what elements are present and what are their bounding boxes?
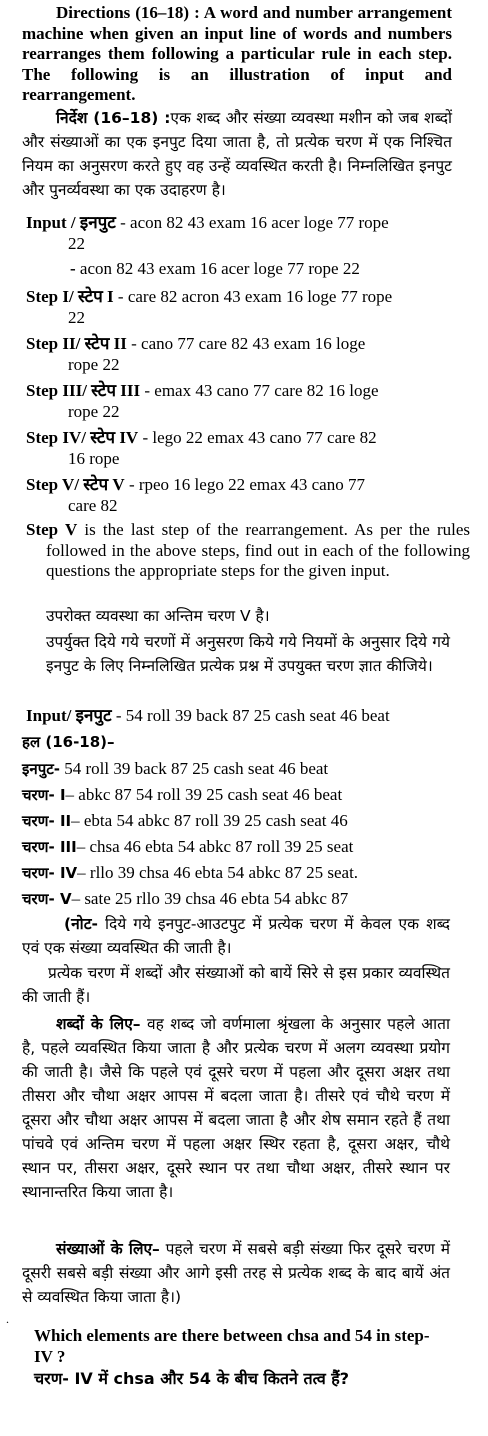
solution-row-input [22, 757, 478, 781]
solution-text: – rllo 39 chsa 46 ebta 54 abkc 87 25 seat. [77, 863, 359, 882]
solution-text: – abkc 87 54 roll 39 25 cash seat 46 beat [65, 785, 343, 804]
words-text: वह शब्द जो वर्णमाला श्रृंखला के अनुसार पहले आता है, पहले व्यवस्थित किया जाता है और प्रत्येक चरण में अलग व्यवस्था प्रयोग की जाती है। जैसे कि पहले एवं दूसरे चरण में पहला और दूसरा अक्षर तथा तीसरा और चौथा अक्षर आपस में बदला जाता है। तीसरे एवं चौथे चरण में दूसरा और चौथा अक्षर आपस में बदला जाता है और शेष समान रहते हैं तथा पांचवे एवं अन्तिम चरण में पहला अक्षर स्थिर रहता है, दूसरा अक्षर, चौथे स्थान पर, तीसरा अक्षर, दूसरे स्थान पर तथा चौथा अक्षर, तीसरे स्थान पर स्थानान्तरित किया जाता है। [22, 1015, 450, 1201]
solution-text: – ebta 54 abkc 87 roll 39 25 cash seat 46 [71, 811, 348, 830]
solution-label: चरण- V [22, 890, 72, 908]
solution-text: – sate 25 rllo 39 chsa 46 ebta 54 abkc 87 [71, 889, 349, 908]
question-en: Which elements are there between chsa and 54 in step-IV ? [34, 1326, 430, 1366]
words-rule [22, 1012, 450, 1204]
last-step-text: is the last step of the rearrangement. As per the rules followed in the above steps, find out in each of the following questions the appropriate steps for the given input. [46, 520, 470, 580]
words-label: शब्दों के लिए– [56, 1015, 141, 1033]
numbers-text: पहले चरण में सबसे बड़ी संख्या फिर दूसरे चरण में दूसरी सबसे बड़ी संख्या और आगे इसी तरह से प्रत्येक शब्द के बाद बायें अंत से व्यवस्थित किया जाता है।) [22, 1240, 450, 1306]
solution-heading [22, 730, 478, 754]
last-step-note [26, 520, 470, 582]
example-step-5 [26, 474, 478, 516]
example-step-1 [26, 286, 478, 328]
directions-text: A word and number arrangement machine when given an input line of words and numbers rearranges them following a particular rule in each step. The following is an illustration of input and rearrangement. [22, 3, 452, 104]
step-line2: rope 22 [68, 402, 120, 421]
numbers-rule [22, 1237, 450, 1309]
step-line1: - rpeo 16 lego 22 emax 43 cano 77 [124, 475, 365, 494]
example-input-repeat-dash: - [70, 259, 76, 278]
last-step-hi1: उपरोक्त व्यवस्था का अन्तिम चरण V है। [46, 607, 270, 625]
example-input-label: Input / इनपुट [26, 213, 116, 232]
step-line2: 16 rope [68, 449, 120, 468]
example-input-repeat-text: acon 82 43 exam 16 acer loge 77 rope 22 [75, 259, 360, 278]
directions-hi-text: एक शब्द और संख्या व्यवस्था मशीन को जब शब्दों और संख्याओं का एक इनपुट दिया जाता है, तो प्रत्येक चरण में एक निश्चित नियम का अनुसरण करते हुए वह उन्हें व्यवस्थित करती है। निम्नलिखित इनपुट और पुनर्व्यवस्था का एक उदाहरण है। [22, 109, 453, 199]
step-line2: 22 [68, 308, 85, 327]
directions-en [22, 3, 452, 106]
example-step-4 [26, 427, 478, 469]
given-input-label: Input/ इनपुट [26, 706, 112, 725]
solution-label: चरण- II [22, 812, 72, 830]
note-label: (नोट- [64, 915, 98, 933]
step-line1: - care 82 acron 43 exam 16 loge 77 rope [113, 287, 393, 306]
solution-row-step-3 [22, 835, 478, 859]
example-input [26, 212, 478, 254]
directions-hi-label: निर्देश (16–18) : [56, 109, 171, 127]
solution-row-step-2 [22, 809, 478, 833]
example-step-3 [26, 380, 478, 422]
example-input-line2: 22 [68, 234, 85, 253]
step-line1: - emax 43 cano 77 care 82 16 loge [140, 381, 379, 400]
step-line1: - cano 77 care 82 43 exam 16 loge [126, 334, 366, 353]
question-hi: चरण- IV में chsa और 54 के बीच कितने तत्व हैं? [34, 1369, 350, 1388]
step-line2: care 82 [68, 496, 118, 515]
last-step-hi2: उपर्युक्त दिये गये चरणों में अनुसरण किये गये नियमों के अनुसार दिये गये इनपुट के लिए निम्नलिखित प्रत्येक प्रश्न में उपयुक्त चरण ज्ञात कीजिये। [46, 633, 450, 675]
step-label: Step IV/ स्टेप IV [26, 428, 139, 447]
solution-label: चरण- IV [22, 864, 78, 882]
note-para2-text: प्रत्येक चरण में शब्दों और संख्याओं को बायें सिरे से इस प्रकार व्यवस्थित की जाती हैं। [22, 964, 450, 1006]
step-line2: rope 22 [68, 355, 120, 374]
directions-hi [22, 106, 452, 202]
solution-label: चरण- I [22, 786, 66, 804]
solution-text: 54 roll 39 back 87 25 cash seat 46 beat [60, 759, 329, 778]
example-step-2 [26, 333, 478, 375]
note-paragraph [22, 912, 450, 960]
example-input-repeat [26, 258, 478, 279]
question-bullet: . [6, 1312, 9, 1326]
step-label: Step V/ स्टेप V [26, 475, 125, 494]
directions-label: Directions (16–18) : [56, 3, 200, 22]
given-input [26, 705, 478, 726]
solution-label: इनपुट- [22, 760, 60, 778]
step-line1: - lego 22 emax 43 cano 77 care 82 [138, 428, 377, 447]
numbers-label: संख्याओं के लिए– [56, 1240, 160, 1258]
solution-row-step-5 [22, 887, 478, 911]
step-label: Step III/ स्टेप III [26, 381, 141, 400]
solution-row-step-1 [22, 783, 478, 807]
solution-text: – chsa 46 ebta 54 abkc 87 roll 39 25 seat [76, 837, 354, 856]
last-step-label: Step V [26, 520, 78, 539]
example-input-line1: - acon 82 43 exam 16 acer loge 77 rope [115, 213, 389, 232]
note-text: दिये गये इनपुट-आउटपुट में प्रत्येक चरण में केवल एक शब्द एवं एक संख्या व्यवस्थित की जाती है। [22, 915, 450, 957]
solution-label: चरण- III [22, 838, 77, 856]
note-paragraph-2 [22, 961, 450, 1009]
given-input-text: - 54 roll 39 back 87 25 cash seat 46 beat [111, 706, 390, 725]
solution-heading-text: हल (16-18)– [22, 733, 115, 751]
step-label: Step I/ स्टेप I [26, 287, 114, 306]
solution-row-step-4 [22, 861, 478, 885]
step-label: Step II/ स्टेप II [26, 334, 127, 353]
